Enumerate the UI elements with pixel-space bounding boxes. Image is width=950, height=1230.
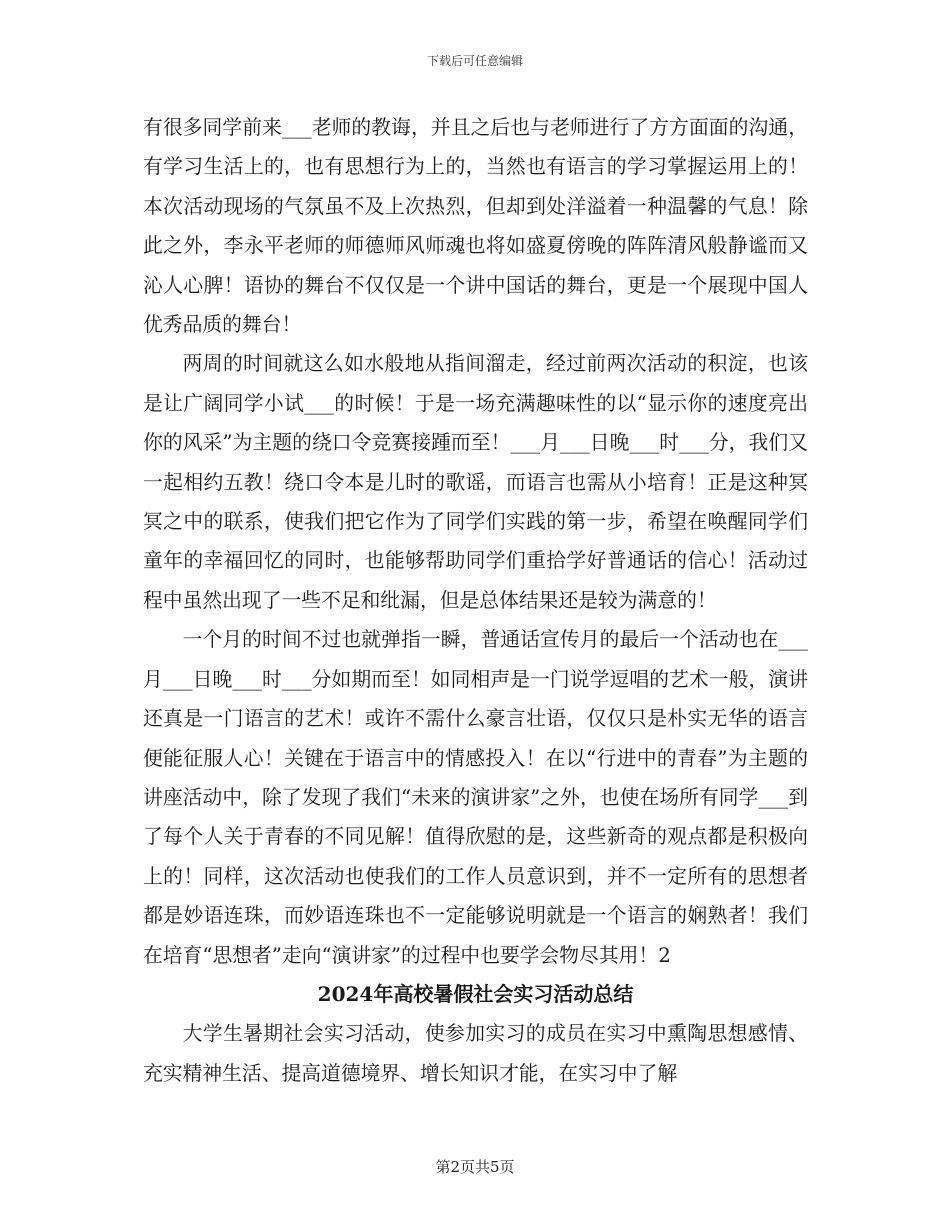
page-number: 第2页共5页: [435, 1158, 515, 1176]
header-note: 下载后可任意编辑: [426, 54, 523, 68]
document-body: [143, 108, 808, 1093]
paragraph-summer-practice: 大学生暑期社会实习活动，使参加实习的成员在实习中熏陶思想感情、充实精神生活、提高道德境界、增长知识才能，在实习中了解: [143, 1022, 808, 1085]
section-title: 2024年高校暑假社会实习活动总结: [317, 981, 634, 1006]
paragraph-tongue-twister: 两周的时间就这么如水般地从指间溜走，经过前两次活动的积淀，也该是让广阔同学小试___的时候！于是一场充满趣味性的以“显示你的速度亮出你的风采”为主题的绕口令竞赛接踵而至！___月___日晚___时___分，我们又一起相约五教！绕口令本是儿时的歌谣，而语言也需从小培育！正是这种冥冥之中的联系，使我们把它作为了同学们实践的第一步，希望在唤醒同学们童年的幸福回忆的同时，也能够帮助同学们重拾学好普通话的信心！活动过程中虽然出现了一些不足和纰漏，但是总体结果还是较为满意的！: [143, 352, 808, 612]
paragraph-speech-event: 一个月的时间不过也就弹指一瞬，普通话宣传月的最后一个活动也在___月___日晚___时___分如期而至！如同相声是一门说学逗唱的艺术一般，演讲还真是一门语言的艺术！或许不需什么豪言壮语，仅仅只是朴实无华的语言便能征服人心！关键在于语言中的情感投入！在以“行进中的青春”为主题的讲座活动中，除了发现了我们“未来的演讲家”之外，也使在场所有同学___到了每个人关于青春的不同见解！值得欣慰的是，这些新奇的观点都是积极向上的！同样，这次活动也使我们的工作人员意识到，并不一定所有的思想者都是妙语连珠，而妙语连珠也不一定能够说明就是一个语言的娴熟者！我们在培育“思想者”走向“演讲家”的过程中也要学会物尽其用！2: [143, 628, 808, 967]
paragraph-continuation: 有很多同学前来___老师的教诲，并且之后也与老师进行了方方面面的沟通，有学习生活上的，也有思想行为上的，当然也有语言的学习掌握运用上的！本次活动现场的气氛虽不及上次热烈，但却到处洋溢着一种温馨的气息！除此之外，李永平老师的师德师风师魂也将如盛夏傍晚的阵阵清风般静谧而又沁人心脾！语协的舞台不仅仅是一个讲中国话的舞台，更是一个展现中国人优秀品质的舞台！: [143, 116, 808, 337]
